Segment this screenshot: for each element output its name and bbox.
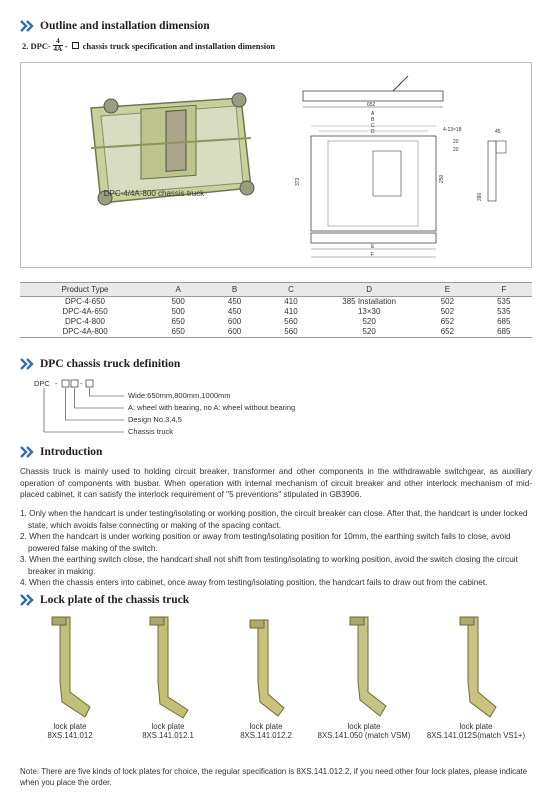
chassis-truck-photo	[71, 88, 261, 238]
section-title: Introduction	[40, 446, 103, 458]
sub-heading: 2. DPC- $\frac{4}{4A}$ - chassis truck specification and installation dimension	[22, 37, 276, 53]
section-title: Outline and installation dimension	[40, 20, 210, 32]
cell: 535	[497, 297, 511, 306]
cell: DPC-4A-650	[62, 307, 108, 316]
double-chevron-icon	[20, 20, 34, 32]
header-e: E	[419, 283, 475, 297]
header-c: C	[263, 283, 319, 297]
lock-plate-image	[334, 612, 394, 722]
cell: 685	[497, 317, 511, 326]
cell: 685	[476, 327, 532, 338]
cell: 385 Installation	[342, 297, 397, 306]
tree-label-wheel: A: wheel with bearing, no A: wheel without bearing	[128, 403, 296, 412]
svg-text:-: -	[55, 379, 58, 388]
tree-prefix: DPC	[34, 379, 50, 388]
section-heading-lock-plate	[20, 594, 189, 606]
sub-heading-suffix: chassis truck specification and installation dimension	[82, 40, 276, 51]
cell: 535	[497, 307, 511, 316]
lock-plate-item	[118, 612, 218, 740]
table-header-row	[20, 283, 532, 297]
lock-plate-gallery	[20, 612, 532, 758]
cell: 520	[319, 327, 419, 338]
cell: 652	[440, 317, 455, 326]
tree-label-design: Design No.3,4,5	[128, 415, 182, 424]
fraction-bottom: 4A	[53, 45, 63, 53]
dim-label-373: 373	[295, 177, 301, 186]
plate-label: lock plate	[53, 722, 87, 731]
plate-label: lock plate	[459, 722, 493, 731]
dim-label-a: A	[371, 111, 375, 117]
table-row	[20, 297, 532, 308]
plate-code: 8XS.141.012.2	[240, 731, 292, 740]
lock-plate-image	[40, 612, 100, 722]
dim-label-20b: 20	[453, 147, 459, 153]
header-product-type: Product Type	[20, 283, 150, 297]
cell: 600	[227, 317, 242, 326]
cell: 560	[263, 327, 319, 338]
table-row	[20, 317, 532, 327]
tree-label-width: Wide:650mm,800mm,1000mm	[128, 391, 231, 400]
section-title: DPC chassis truck definition	[40, 358, 181, 370]
dim-label-f: F	[371, 252, 375, 258]
cell: 450	[227, 307, 242, 316]
lock-plate-item	[314, 612, 414, 740]
cell: 600	[206, 327, 262, 338]
cell: 650	[171, 317, 185, 326]
list-item: 2. When the handcart is under working position or away from testing/isolating position for 10mm, the earthing switch fails to close, avoid powered false making of the switch.	[20, 532, 511, 553]
svg-text:-: -	[80, 379, 83, 388]
cell: DPC-4A-800	[20, 327, 150, 338]
plate-code: 8XS.141.050 (match VSM)	[317, 731, 411, 740]
plate-label: lock plate	[347, 722, 381, 731]
interlock-list	[20, 508, 532, 589]
sub-heading-prefix: 2. DPC-	[22, 40, 51, 51]
lock-plate-item	[420, 612, 532, 740]
lock-plate-item	[216, 612, 316, 740]
fraction-top: 4	[56, 37, 60, 45]
section-title: Lock plate of the chassis truck	[40, 594, 190, 606]
table-row	[20, 327, 532, 338]
figure-box	[20, 62, 532, 268]
double-chevron-icon	[20, 594, 34, 606]
plate-label: lock plate	[151, 722, 185, 731]
header-d: D	[319, 283, 419, 297]
cell: 410	[284, 307, 298, 316]
section-heading-definition	[20, 358, 180, 370]
cell: 560	[284, 317, 298, 326]
list-item: 3. When the earthing switch close, the handcart shall not shift from testing/isolating to working position, avoid the switch closing the circuit breaker in making.	[20, 555, 518, 576]
plate-code: 8XS.141.012S(match VS1+)	[426, 731, 526, 740]
cell: DPC-4-800	[64, 317, 105, 326]
plate-label: lock plate	[249, 722, 283, 731]
list-item: 1. Only when the handcart is under testing/isolating or working position, the circuit breaker can close. After that, the handcart is under locked state, which avoids false connecting or making of the spacing contact.	[20, 509, 528, 530]
dim-label-652: 652	[367, 102, 376, 108]
placeholder-square-icon	[72, 42, 79, 49]
table-row	[20, 307, 532, 317]
cell: DPC-4-650	[64, 297, 105, 306]
lock-plate-image	[236, 612, 296, 722]
cell: 450	[227, 297, 242, 306]
header-b: B	[206, 283, 262, 297]
section-heading-outline	[20, 20, 210, 32]
spec-table	[20, 282, 532, 338]
cell: 410	[284, 297, 298, 306]
intro-paragraph: Chassis truck is mainly used to holding circuit breaker, transformer and other components in the withdrawable switchgear, as auxiliary operation of components with busbar. When operation with internal mechanism of circuit breaker and other interlock mechanism of mid-placed cabinet, it can satisfy the interlock requirement of "5 preventions" stipulated in GB3906.	[20, 467, 532, 499]
cell: 502	[440, 297, 455, 306]
cell: 650	[150, 327, 206, 338]
dim-label-c: C	[371, 123, 375, 129]
dim-label-e: E	[371, 244, 375, 250]
double-chevron-icon	[20, 358, 34, 370]
fraction	[53, 38, 63, 53]
plate-code: 8XS.141.012.1	[142, 731, 194, 740]
header-a: A	[150, 283, 206, 297]
section-heading-introduction	[20, 446, 102, 458]
dim-label-20a: 20	[453, 139, 459, 145]
photo-caption: DPC-4/4A-800 chassis truck	[103, 189, 205, 198]
tree-label-chassis: Chassis truck	[128, 427, 174, 436]
dimension-drawing	[293, 71, 523, 261]
dim-label-b: B	[371, 117, 375, 123]
cell: 500	[171, 297, 185, 306]
dim-label-d: D	[371, 129, 375, 135]
double-chevron-icon	[20, 446, 34, 458]
code-definition-tree	[34, 378, 354, 442]
cell: 652	[419, 327, 475, 338]
cell: 502	[440, 307, 455, 316]
plate-code: 8XS.141.012	[47, 731, 93, 740]
list-item: 4. When the chassis enters into cabinet, once away from testing/isolating position, the handcart fails to draw out from the cabinet.	[20, 578, 488, 587]
dim-label-280: 280	[477, 192, 483, 201]
dim-label-45: 45	[495, 129, 501, 135]
dim-label-250: 250	[439, 174, 445, 183]
dim-label-hole: 4-13×18	[443, 127, 462, 133]
header-f: F	[476, 283, 532, 297]
cell: 520	[362, 317, 376, 326]
lock-plate-image	[138, 612, 198, 722]
lock-plate-item	[20, 612, 120, 740]
note-paragraph: Note: There are five kinds of lock plates for choice, the regular specification is 8XS.141.012.2, if you need other four lock plates, please indicate when you place the order.	[20, 767, 528, 787]
lock-plate-image	[446, 612, 506, 722]
cell: 500	[171, 307, 185, 316]
cell: 13×30	[357, 307, 381, 316]
